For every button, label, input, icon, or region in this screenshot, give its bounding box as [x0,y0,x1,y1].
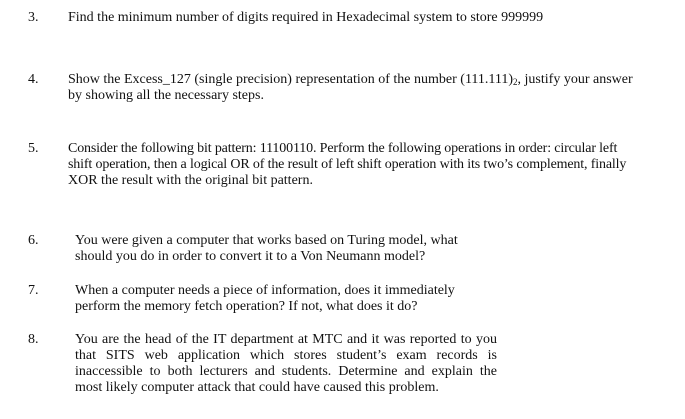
question-text [68,72,662,104]
question-line: by showing all the necessary steps. [68,88,264,103]
question-text [75,332,497,396]
question-line: most likely computer attack that could have caused this problem. [75,380,439,395]
base-subscript: 2 [513,77,518,87]
question-number: 7. [28,283,39,298]
question-line-prefix: Show the Excess_127 (single precision) representation of the number (111.111) [68,72,514,87]
question-number: 8. [28,332,39,347]
question-line: shift operation, then a logical OR of the result of left shift operation with its two’s complement, finally [68,157,627,172]
question-number: 4. [28,72,39,87]
question-line: XOR the result with the original bit pattern. [68,173,313,188]
question-text [68,10,543,26]
question-line: should you do in order to convert it to a Von Neumann model? [75,249,426,264]
question-line: perform the memory fetch operation? If not, what does it do? [75,299,418,314]
question-line [68,72,662,88]
question-line: When a computer needs a piece of information, does it immediately [75,283,455,298]
question-line: that SITS web application which stores student’s exam records is [75,348,497,363]
question-number: 3. [28,10,39,25]
question-text [68,141,660,189]
question-line-suffix: , justify your answer [517,72,633,87]
question-line: Consider the following bit pattern: 11100110. Perform the following operations in order: circular left [68,141,618,156]
question-text [75,283,495,315]
question-number: 5. [28,141,39,156]
question-line: Find the minimum number of digits required in Hexadecimal system to store 999999 [68,10,544,25]
question-line: inaccessible to both lecturers and students. Determine and explain the [75,364,497,379]
question-line: You were given a computer that works based on Turing model, what [75,233,458,248]
question-line: You are the head of the IT department at MTC and it was reported to you [75,332,497,347]
question-text [75,233,495,265]
question-number: 6. [28,233,39,248]
